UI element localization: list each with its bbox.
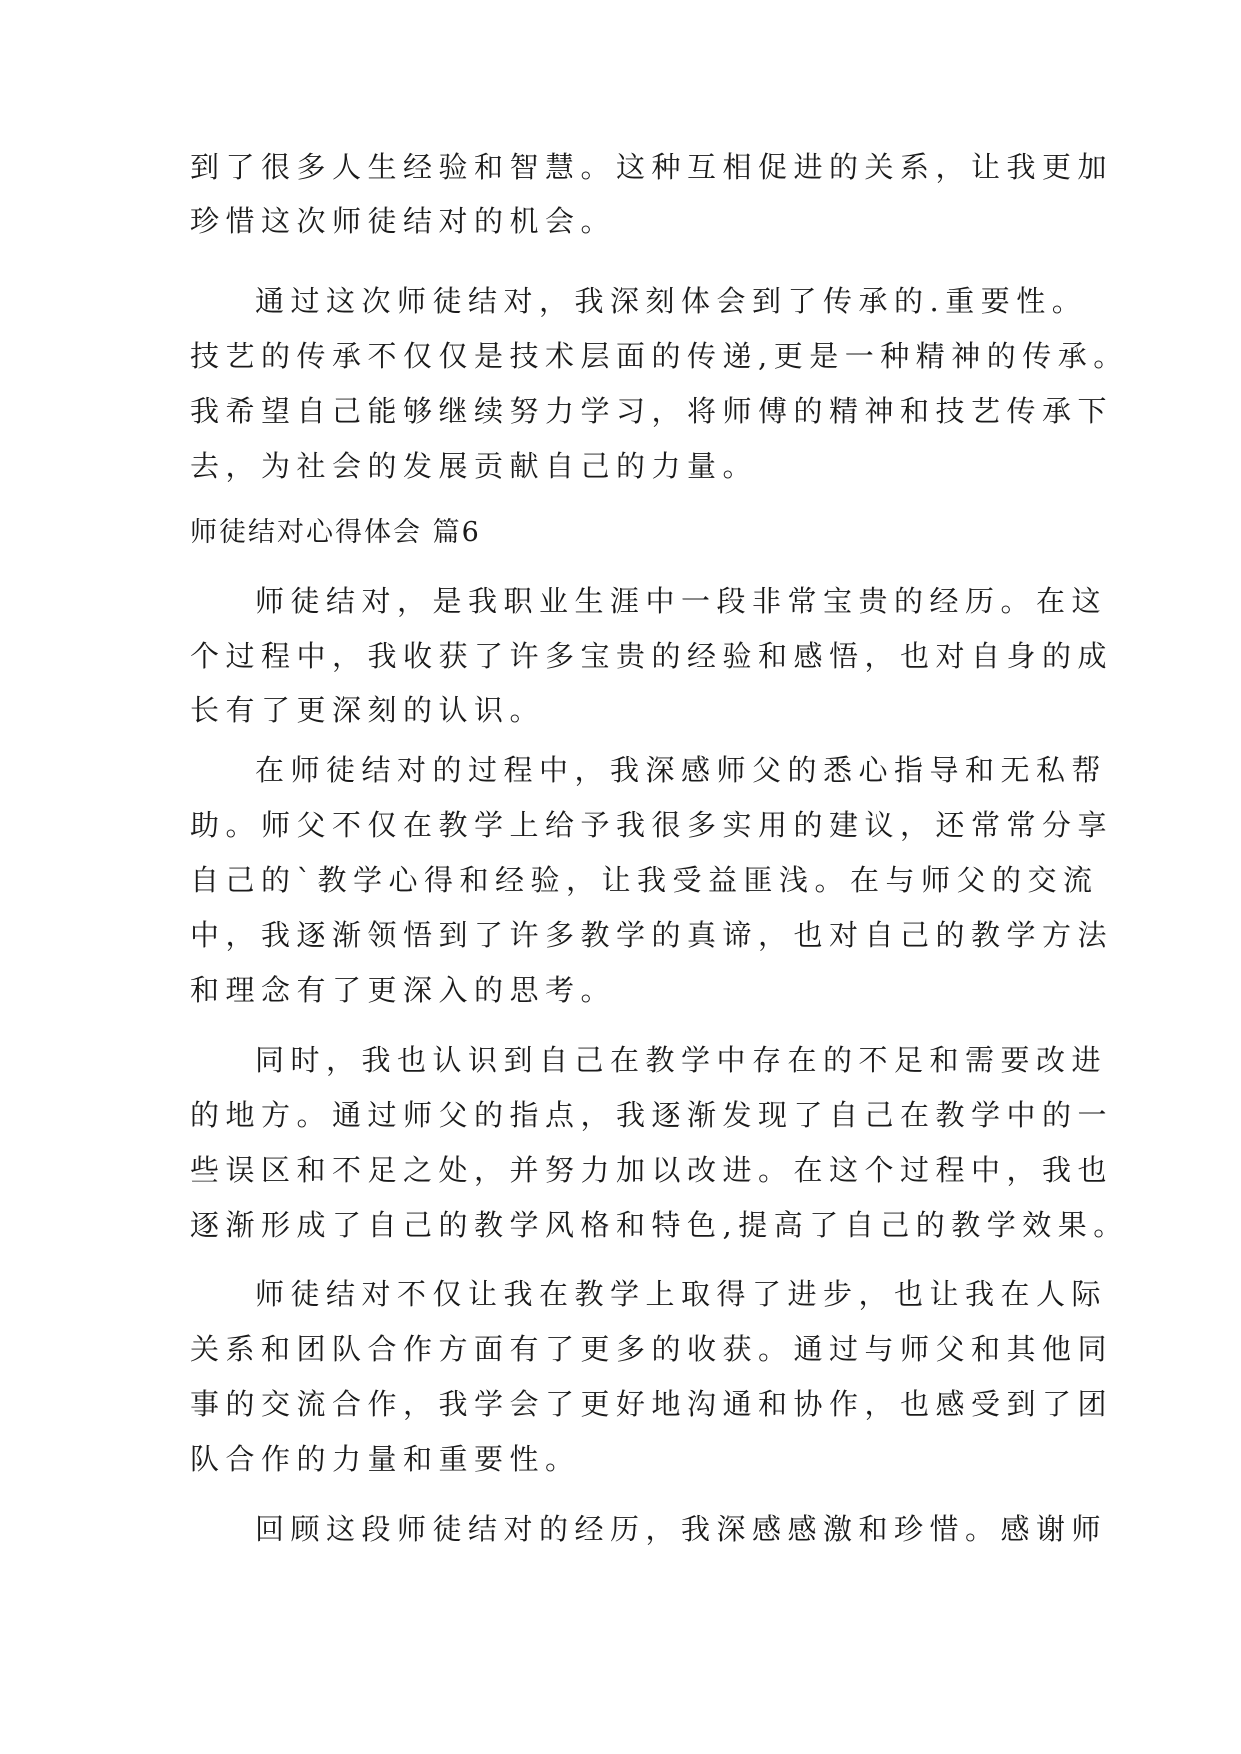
paragraph-start: 同时，我也认识到自己在教学中存在的不足和需要改进: [255, 1043, 1108, 1077]
text-line: 和理念有了更深入的思考。: [190, 973, 617, 1007]
text-line: 中，我逐渐领悟到了许多教学的真谛，也对自己的教学方法: [190, 918, 1114, 952]
text-line: 长有了更深刻的认识。: [190, 693, 546, 727]
paragraph-start: 师徒结对不仅让我在教学上取得了进步，也让我在人际: [255, 1277, 1108, 1311]
section-heading: 师徒结对心得体会 篇6: [190, 517, 481, 548]
text-line: 去，为社会的发展贡献自己的力量。: [190, 449, 759, 483]
text-line: 队合作的力量和重要性。: [190, 1442, 581, 1476]
text-line: 助。师父不仅在教学上给予我很多实用的建议，还常常分享: [190, 808, 1114, 842]
text-line: 到了很多人生经验和智慧。这种互相促进的关系，让我更加: [190, 150, 1114, 184]
paragraph-start: 回顾这段师徒结对的经历，我深感感激和珍惜。感谢师: [255, 1512, 1108, 1546]
text-line: 我希望自己能够继续努力学习，将师傅的精神和技艺传承下: [190, 394, 1114, 428]
text-line: 技艺的传承不仅仅是技术层面的传递,更是一种精神的传承。: [190, 339, 1129, 373]
text-line: 些误区和不足之处，并努力加以改进。在这个过程中，我也: [190, 1153, 1114, 1187]
text-line: 自己的`教学心得和经验，让我受益匪浅。在与师父的交流: [190, 863, 1099, 897]
paragraph-start: 师徒结对，是我职业生涯中一段非常宝贵的经历。在这: [255, 584, 1108, 618]
text-line: 逐渐形成了自己的教学风格和特色,提高了自己的教学效果。: [190, 1208, 1129, 1242]
text-line: 个过程中，我收获了许多宝贵的经验和感悟，也对自身的成: [190, 639, 1114, 673]
text-line: 珍惜这次师徒结对的机会。: [190, 204, 617, 238]
text-line: 事的交流合作，我学会了更好地沟通和协作，也感受到了团: [190, 1387, 1114, 1421]
text-line: 的地方。通过师父的指点，我逐渐发现了自己在教学中的一: [190, 1098, 1114, 1132]
paragraph-start: 通过这次师徒结对，我深刻体会到了传承的.重要性。: [255, 284, 1088, 318]
text-line: 关系和团队合作方面有了更多的收获。通过与师父和其他同: [190, 1332, 1114, 1366]
paragraph-start: 在师徒结对的过程中，我深感师父的悉心指导和无私帮: [255, 753, 1108, 787]
